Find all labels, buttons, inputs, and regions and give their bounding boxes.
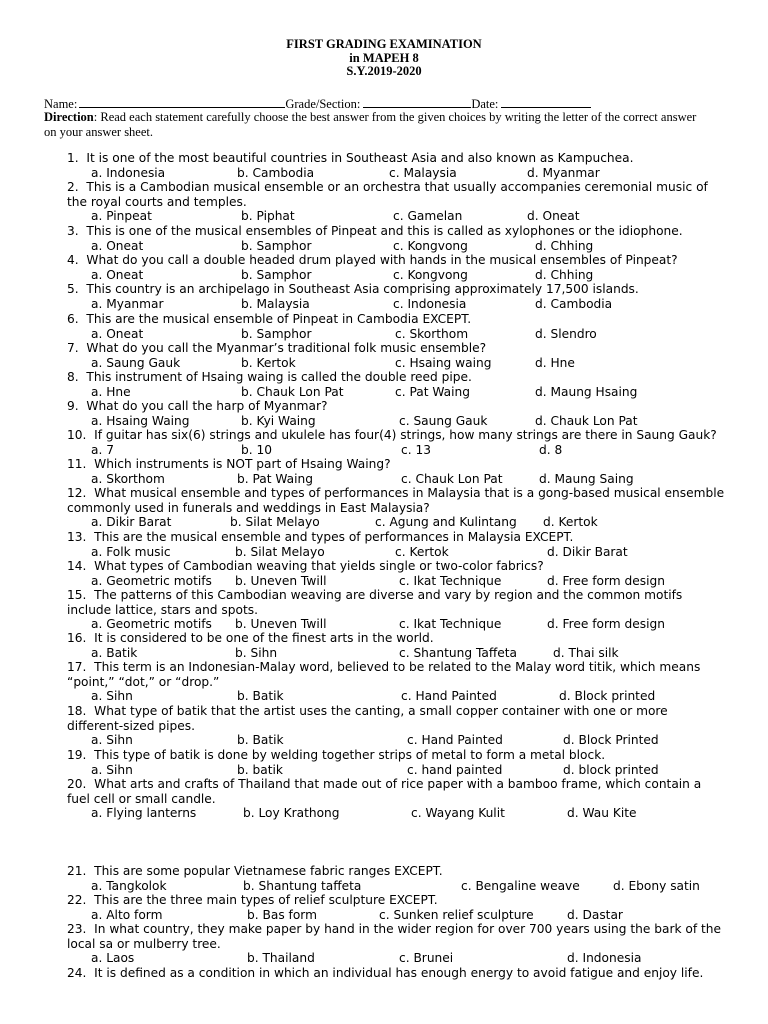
question-text: What do you call the harp of Myanmar?: [86, 399, 328, 413]
exam-header: [0, 38, 768, 79]
choice-d: d. Thai silk: [553, 645, 619, 660]
choice-d: d. Ebony satin: [613, 878, 700, 893]
question-text: What type of batik that the artist uses the canting, a small copper container with one or more different-sized pipes.: [67, 704, 668, 733]
question-15: [67, 588, 727, 617]
answer-choices: [67, 574, 727, 589]
choice-d: d. Cambodia: [535, 296, 613, 311]
answer-choices: [67, 472, 727, 487]
choice-c: c. Ikat Technique: [399, 573, 502, 588]
question-2: [67, 180, 727, 209]
question-number: 8.: [67, 370, 79, 384]
answer-choices: [67, 617, 727, 632]
question-3: [67, 224, 721, 239]
choice-b: b. Shantung taffeta: [243, 878, 362, 893]
question-number: 12.: [67, 486, 87, 500]
choice-a: a. Oneat: [91, 267, 144, 282]
question-22: [67, 893, 721, 908]
choice-c: c. Hand Painted: [401, 689, 497, 704]
grade-section-label: Grade/Section:: [285, 97, 361, 111]
answer-choices: [67, 209, 727, 224]
question-10: [67, 428, 721, 443]
choice-c: c. Bengaline weave: [461, 878, 580, 893]
choice-d: d. Dikir Barat: [547, 544, 628, 559]
choice-a: a. Sihn: [91, 689, 133, 704]
choice-b: b. Kertok: [241, 355, 296, 370]
choice-a: a. Dikir Barat: [91, 515, 172, 530]
choice-b: b. Pat Waing: [237, 471, 313, 486]
choice-b: b. Malaysia: [241, 296, 310, 311]
answer-choices: [67, 689, 727, 704]
question-24: [67, 966, 721, 981]
question-number: 2.: [67, 180, 79, 194]
choice-c: c. Skorthom: [395, 326, 469, 341]
question-text: This type of batik is done by welding together strips of metal to form a metal block.: [94, 748, 606, 762]
choice-c: c. Kertok: [395, 544, 449, 559]
question-text: In what country, they make paper by hand in the wider region for over 700 years using the bark of the local sa or mulberry tree.: [67, 922, 722, 951]
choice-a: a. Oneat: [91, 326, 144, 341]
question-text: This are the three main types of relief sculpture EXCEPT.: [94, 893, 438, 907]
choice-b: b. Batik: [237, 733, 284, 748]
choice-d: d. Maung Hsaing: [535, 384, 638, 399]
choice-b: b. Bas form: [247, 907, 317, 922]
question-text: It is considered to be one of the finest arts in the world.: [94, 631, 434, 645]
answer-choices: [67, 327, 727, 342]
question-20: [67, 777, 727, 806]
question-text: This is a Cambodian musical ensemble or an orchestra that usually accompanies ceremonial music of the royal courts and temples.: [67, 180, 708, 209]
choice-d: d. Slendro: [535, 326, 597, 341]
choice-d: d. Free form design: [547, 617, 665, 632]
choice-b: b. Piphat: [241, 209, 295, 224]
answer-choices: [67, 951, 727, 966]
answer-choices: [67, 356, 727, 371]
date-blank[interactable]: [501, 96, 591, 108]
question-number: 4.: [67, 253, 79, 267]
question-number: 1.: [67, 151, 79, 165]
choice-a: a. Indonesia: [91, 165, 166, 180]
answer-choices: [67, 908, 727, 923]
choice-a: a. Hsaing Waing: [91, 413, 190, 428]
choice-b: b. Loy Krathong: [243, 806, 340, 821]
question-14: [67, 559, 721, 574]
question-number: 16.: [67, 631, 87, 645]
exam-title: FIRST GRADING EXAMINATION: [286, 37, 482, 51]
choice-b: b. Silat Melayo: [235, 544, 325, 559]
choice-b: b. Chauk Lon Pat: [241, 384, 344, 399]
question-text: This term is an Indonesian-Malay word, believed to be related to the Malay word titik, which means “point,” “dot,” or “drop.”: [67, 660, 701, 689]
choice-d: d. Chhing: [535, 238, 594, 253]
direction-body: : Read each statement carefully choose the best answer from the given choices by writing the letter of the correct answer on your answer sheet.: [44, 110, 697, 139]
direction-label: Direction: [44, 110, 94, 124]
choice-d: d. Maung Saing: [539, 471, 634, 486]
question-text: This are some popular Vietnamese fabric ranges EXCEPT.: [94, 864, 443, 878]
choice-b: b. Samphor: [241, 326, 312, 341]
answer-choices: [67, 297, 727, 312]
direction-text: [44, 110, 704, 139]
choice-b: b. Cambodia: [237, 165, 315, 180]
question-11: [67, 457, 721, 472]
question-6: [67, 312, 721, 327]
choice-c: c. Ikat Technique: [399, 617, 502, 632]
question-number: 18.: [67, 704, 87, 718]
question-18: [67, 704, 727, 733]
answer-choices: [67, 763, 727, 778]
question-7: [67, 341, 721, 356]
question-number: 10.: [67, 428, 87, 442]
question-9: [67, 399, 721, 414]
question-12: [67, 486, 727, 515]
choice-a: a. Geometric motifs: [91, 617, 212, 632]
choice-c: c. Chauk Lon Pat: [401, 471, 503, 486]
answer-choices: [67, 646, 727, 661]
question-number: 14.: [67, 559, 87, 573]
choice-b: b. Uneven Twill: [235, 573, 327, 588]
choice-b: b. Samphor: [241, 267, 312, 282]
question-text: This are the musical ensemble of Pinpeat in Cambodia EXCEPT.: [86, 312, 472, 326]
choice-a: a. Sihn: [91, 733, 133, 748]
question-16: [67, 631, 721, 646]
choice-d: d. block printed: [563, 762, 659, 777]
name-blank[interactable]: [79, 96, 285, 108]
question-text: What do you call the Myanmar’s traditional folk music ensemble?: [86, 341, 487, 355]
choice-a: a. Geometric motifs: [91, 573, 212, 588]
choice-a: a. Laos: [91, 951, 135, 966]
choice-c: c. Agung and Kulintang: [375, 515, 517, 530]
choice-c: c. Shantung Taffeta: [399, 645, 517, 660]
choice-a: a. Hne: [91, 384, 131, 399]
answer-choices: [67, 268, 727, 283]
question-5: [67, 282, 721, 297]
choice-c: c. Saung Gauk: [399, 413, 488, 428]
question-text: What do you call a double headed drum played with hands in the musical ensembles of Pinpeat?: [86, 253, 678, 267]
answer-choices: [67, 733, 727, 748]
choice-c: c. Gamelan: [393, 209, 463, 224]
question-text: This instrument of Hsaing waing is called the double reed pipe.: [86, 370, 472, 384]
choice-d: d. Chhing: [535, 267, 594, 282]
choice-c: c. Wayang Kulit: [411, 806, 505, 821]
answer-choices: [67, 385, 727, 400]
question-number: 15.: [67, 588, 87, 602]
question-number: 22.: [67, 893, 87, 907]
question-text: What musical ensemble and types of performances in Malaysia that is a gong-based musical ensemble commonly used in funerals and weddings in East Malaysia?: [67, 486, 725, 515]
answer-choices: [67, 545, 727, 560]
answer-choices: [67, 515, 727, 530]
choice-b: b. Sihn: [235, 645, 278, 660]
question-number: 9.: [67, 399, 79, 413]
choice-c: c. Hsaing waing: [395, 355, 492, 370]
choice-c: c. Kongvong: [393, 238, 468, 253]
choice-a: a. Saung Gauk: [91, 355, 181, 370]
question-text: Which instruments is NOT part of Hsaing Waing?: [94, 457, 391, 471]
question-number: 23.: [67, 922, 87, 936]
choice-d: d. Oneat: [527, 209, 580, 224]
question-number: 11.: [67, 457, 87, 471]
choice-d: d. Free form design: [547, 573, 665, 588]
question-number: 7.: [67, 341, 79, 355]
choice-d: d. Chauk Lon Pat: [535, 413, 638, 428]
question-text: What types of Cambodian weaving that yields single or two-color fabrics?: [94, 559, 544, 573]
choice-b: b. Kyi Waing: [241, 413, 316, 428]
choice-c: c. hand painted: [407, 762, 503, 777]
answer-choices: [67, 414, 727, 429]
choice-b: b. batik: [237, 762, 283, 777]
choice-a: a. Flying lanterns: [91, 806, 197, 821]
choice-d: d. Kertok: [543, 515, 598, 530]
question-number: 6.: [67, 312, 79, 326]
choice-d: d. Myanmar: [527, 165, 600, 180]
choice-b: b. 10: [241, 442, 272, 457]
choice-c: c. Sunken relief sculpture: [379, 907, 534, 922]
choice-b: b. Thailand: [247, 951, 315, 966]
choice-d: d. Indonesia: [567, 951, 642, 966]
date-label: Date:: [471, 97, 499, 111]
answer-choices: [67, 879, 727, 894]
question-8: [67, 370, 721, 385]
answer-choices: [67, 443, 727, 458]
choice-b: b. Silat Melayo: [230, 515, 320, 530]
choice-c: c. 13: [401, 442, 431, 457]
choice-a: a. Batik: [91, 645, 138, 660]
choice-b: b. Batik: [237, 689, 284, 704]
question-number: 13.: [67, 530, 87, 544]
question-23: [67, 922, 727, 951]
question-number: 20.: [67, 777, 87, 791]
choice-d: d. Hne: [535, 355, 575, 370]
question-number: 21.: [67, 864, 87, 878]
name-label: Name:: [44, 97, 78, 111]
choice-a: a. Sihn: [91, 762, 133, 777]
question-number: 19.: [67, 748, 87, 762]
choice-a: a. Alto form: [91, 907, 163, 922]
grade-section-blank[interactable]: [363, 96, 471, 108]
choice-c: c. Malaysia: [389, 165, 457, 180]
question-number: 3.: [67, 224, 79, 238]
question-text: This are the musical ensemble and types of performances in Malaysia EXCEPT.: [94, 530, 574, 544]
question-17: [67, 660, 727, 689]
choice-c: c. Kongvong: [393, 267, 468, 282]
exam-subject: in MAPEH 8: [349, 50, 419, 65]
question-text: What arts and crafts of Thailand that made out of rice paper with a bamboo frame, which contain a fuel cell or small candle.: [67, 777, 702, 806]
answer-choices: [67, 239, 727, 254]
choice-a: a. Oneat: [91, 238, 144, 253]
choice-c: c. Indonesia: [393, 296, 467, 311]
question-number: 5.: [67, 282, 79, 296]
answer-choices: [67, 166, 727, 181]
choice-d: d. Wau Kite: [567, 806, 637, 821]
choice-a: a. 7: [91, 442, 114, 457]
question-19: [67, 748, 721, 763]
choice-a: a. Myanmar: [91, 296, 164, 311]
choice-d: d. Block Printed: [563, 733, 659, 748]
question-text: The patterns of this Cambodian weaving are diverse and vary by region and the common motifs include lattice, stars and spots.: [67, 588, 683, 617]
question-text: This is one of the musical ensembles of Pinpeat and this is called as xylophones or the idiophone.: [86, 224, 683, 238]
choice-a: a. Tangkolok: [91, 878, 167, 893]
question-text: It is defined as a condition in which an individual has enough energy to avoid fatigue and enjoy life.: [94, 966, 704, 980]
question-text: This country is an archipelago in Southeast Asia comprising approximately 17,500 islands.: [86, 282, 639, 296]
choice-c: c. Pat Waing: [395, 384, 470, 399]
choice-b: b. Uneven Twill: [235, 617, 327, 632]
choice-a: a. Skorthom: [91, 471, 165, 486]
choice-a: a. Folk music: [91, 544, 171, 559]
choice-d: d. Block printed: [559, 689, 656, 704]
question-21: [67, 864, 721, 879]
question-text: It is one of the most beautiful countries in Southeast Asia and also known as Kampuchea.: [86, 151, 634, 165]
choice-c: c. Hand Painted: [407, 733, 503, 748]
question-number: 24.: [67, 966, 87, 980]
choice-b: b. Samphor: [241, 238, 312, 253]
question-1: [67, 151, 721, 166]
question-13: [67, 530, 721, 545]
school-year: S.Y.2019-2020: [346, 64, 422, 78]
choice-a: a. Pinpeat: [91, 209, 152, 224]
question-text: If guitar has six(6) strings and ukulele has four(4) strings, how many strings are there in Saung Gauk?: [94, 428, 717, 442]
choice-d: d. Dastar: [567, 907, 623, 922]
question-number: 17.: [67, 660, 87, 674]
answer-choices: [67, 806, 727, 821]
choice-c: c. Brunei: [399, 951, 454, 966]
question-4: [67, 253, 721, 268]
student-info-line: [44, 96, 734, 111]
choice-d: d. 8: [539, 442, 563, 457]
